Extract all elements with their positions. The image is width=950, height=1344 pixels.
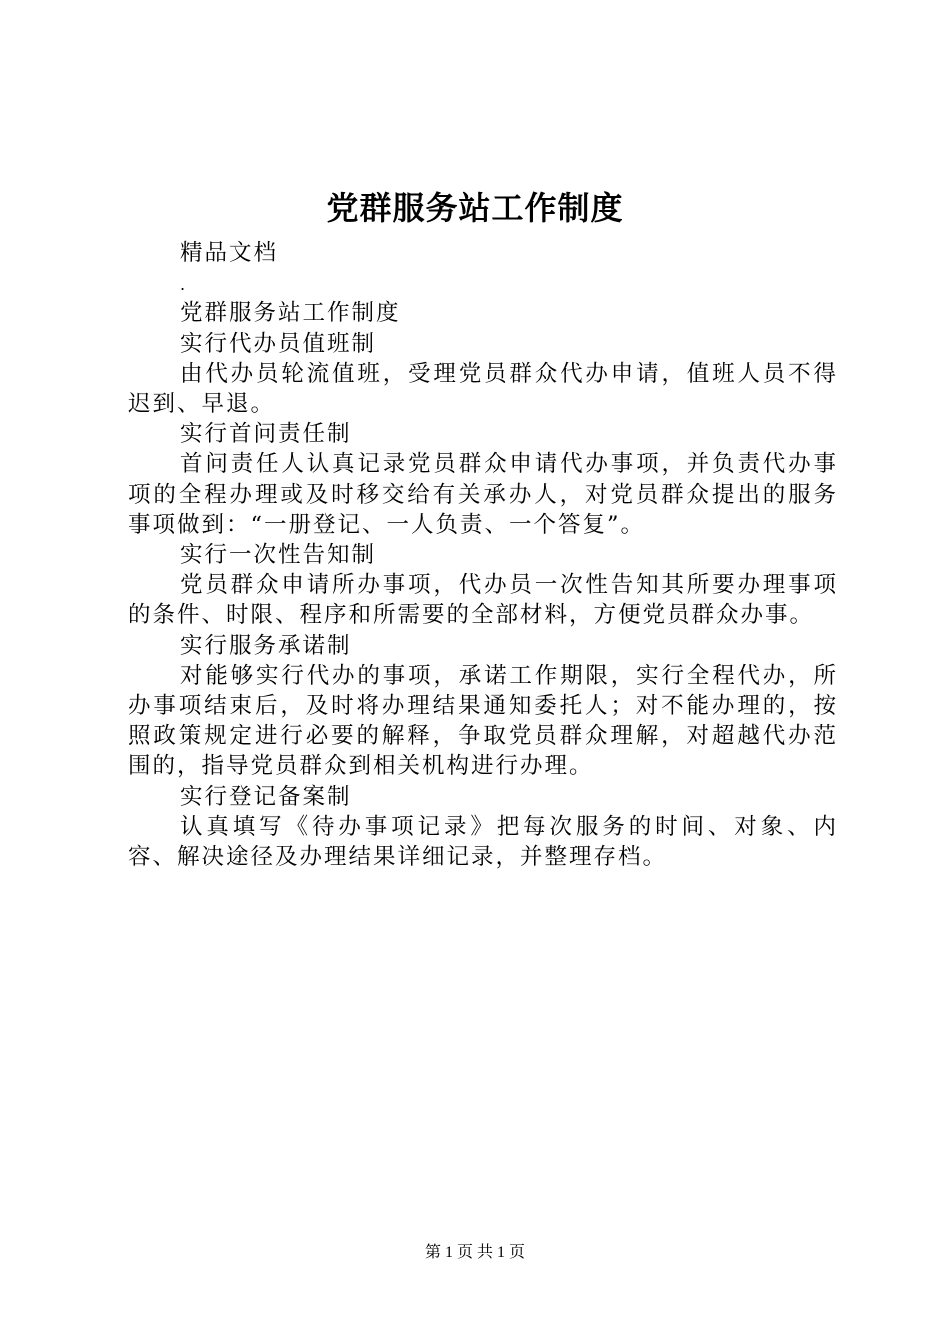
section-heading-service-commitment: 实行服务承诺制 bbox=[180, 632, 352, 659]
page-footer: 第 1 页 共 1 页 bbox=[424, 1244, 525, 1261]
section-heading-duty: 实行代办员值班制 bbox=[180, 330, 377, 357]
section-heading-first-inquiry: 实行首问责任制 bbox=[180, 421, 352, 448]
dot-marker: . bbox=[180, 275, 188, 295]
document-label: 精品文档 bbox=[180, 240, 279, 266]
section-text-service-commitment: 对能够实行代办的事项，承诺工作期限，实行全程代办，所办事项结束后，及时将办理结果通知委托人；对不能办理的，按照政策规定进行必要的解释，争取党员群众理解，对超越代办范围的，指导党员群众到相关机构进行办理。 bbox=[128, 662, 838, 780]
section-text-first-inquiry: 首问责任人认真记录党员群众申请代办事项，并负责代办事项的全程办理或及时移交给有关承办人，对党员群众提出的服务事项做到：“一册登记、一人负责、一个答复”。 bbox=[128, 451, 838, 538]
section-text-one-time-notice: 党员群众申请所办事项，代办员一次性告知其所要办理事项的条件、时限、程序和所需要的全部材料，方便党员群众办事。 bbox=[128, 572, 838, 629]
document-subtitle: 党群服务站工作制度 bbox=[180, 300, 401, 327]
section-text-duty: 由代办员轮流值班，受理党员群众代办申请，值班人员不得迟到、早退。 bbox=[128, 360, 838, 417]
section-heading-one-time-notice: 实行一次性告知制 bbox=[180, 542, 377, 569]
section-text-registration: 认真填写《待办事项记录》把每次服务的时间、对象、内容、解决途径及办理结果详细记录，并整理存档。 bbox=[128, 813, 838, 871]
document-body bbox=[128, 238, 838, 872]
section-heading-registration: 实行登记备案制 bbox=[180, 783, 352, 810]
document-title: 党群服务站工作制度 bbox=[326, 189, 624, 227]
